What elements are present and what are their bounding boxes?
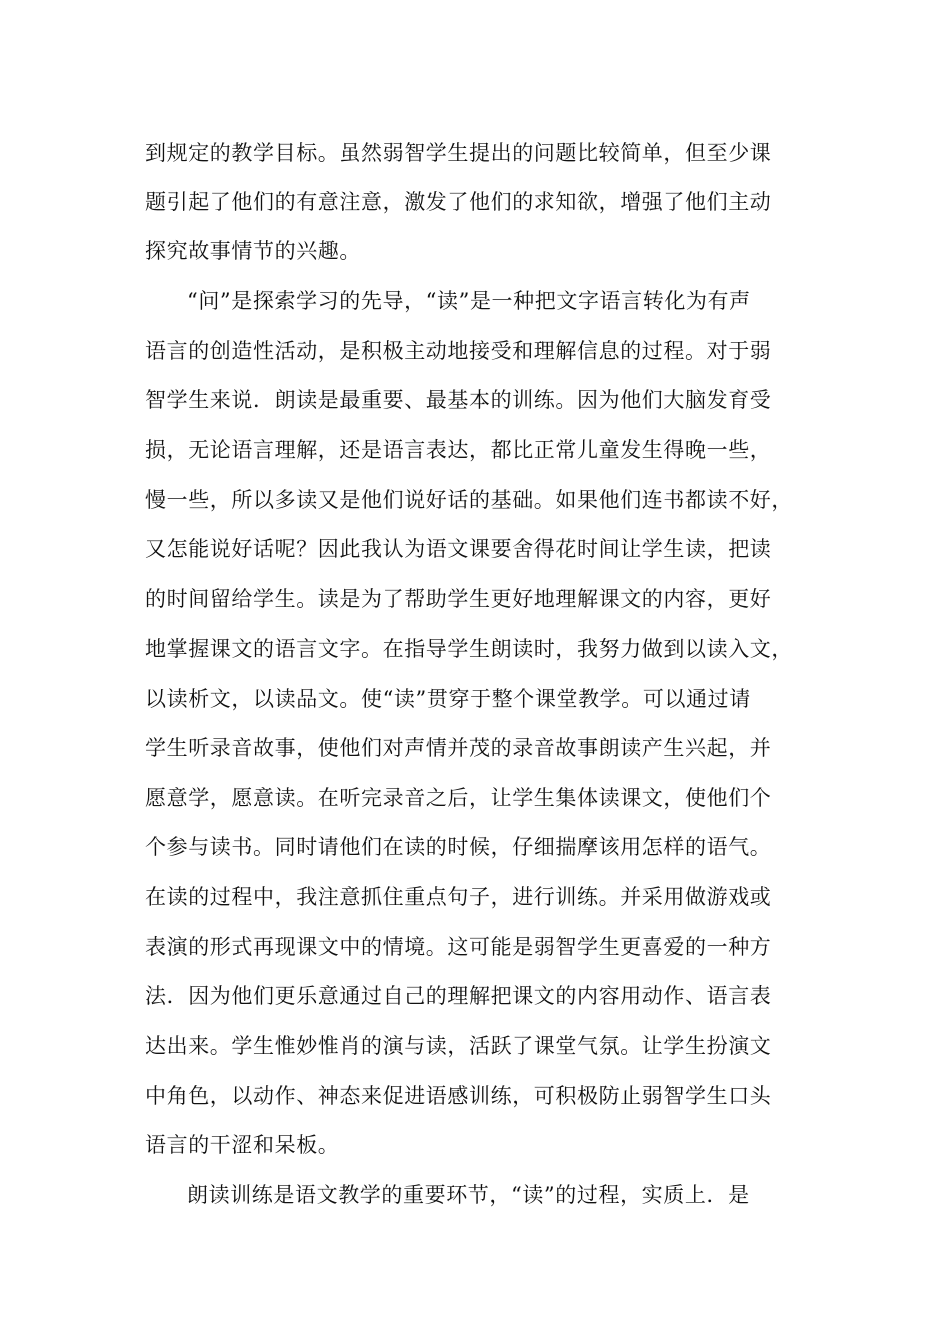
text-line: 表演的形式再现课文中的情境。这可能是弱智学生更喜爱的一种方 — [145, 935, 772, 959]
text-line: 探究故事情节的兴趣。 — [145, 239, 361, 263]
text-line: 语言的干涩和呆板。 — [145, 1133, 340, 1157]
text-line: 个参与读书。同时请他们在读的时候，仔细揣摩该用怎样的语气。 — [145, 835, 772, 859]
text-line: 以读析文，以读品文。使“读”贯穿于整个课堂教学。可以通过请 — [145, 687, 751, 711]
text-line: 地掌握课文的语言文字。在指导学生朗读时，我努力做到以读入文， — [145, 637, 793, 661]
text-line: 语言的创造性活动，是积极主动地接受和理解信息的过程。对于弱 — [145, 339, 772, 363]
text-line: 在读的过程中，我注意抓住重点句子，进行训练。并采用做游戏或 — [145, 885, 772, 909]
text-line: 题引起了他们的有意注意，激发了他们的求知欲，增强了他们主动 — [145, 190, 772, 214]
text-line: 学生听录音故事，使他们对声情并茂的录音故事朗读产生兴起，并 — [145, 736, 772, 760]
text-line: 愿意学，愿意读。在听完录音之后，让学生集体读课文，使他们个 — [145, 786, 772, 810]
text-line: 损，无论语言理解，还是语言表达，都比正常儿童发生得晚一些， — [145, 438, 772, 462]
text-line: 又怎能说好话呢？因此我认为语文课要舍得花时间让学生读，把读 — [145, 537, 772, 561]
paragraph-first-line: “问”是探索学习的先导，“读”是一种把文字语言转化为有声 — [187, 289, 751, 313]
text-line: 法．因为他们更乐意通过自己的理解把课文的内容用动作、语言表 — [145, 984, 772, 1008]
text-line: 慢一些，所以多读又是他们说好话的基础。如果他们连书都读不好， — [145, 488, 793, 512]
text-line: 的时间留给学生。读是为了帮助学生更好地理解课文的内容，更好 — [145, 587, 772, 611]
text-line: 达出来。学生惟妙惟肖的演与读，活跃了课堂气氛。让学生扮演文 — [145, 1034, 772, 1058]
text-line: 中角色，以动作、神态来促进语感训练，可积极防止弱智学生口头 — [145, 1084, 772, 1108]
paragraph-first-line: 朗读训练是语文教学的重要环节，“读”的过程，实质上．是 — [187, 1183, 750, 1207]
text-line: 到规定的教学目标。虽然弱智学生提出的问题比较简单，但至少课 — [145, 141, 772, 165]
text-line: 智学生来说．朗读是最重要、最基本的训练。因为他们大脑发育受 — [145, 388, 772, 412]
